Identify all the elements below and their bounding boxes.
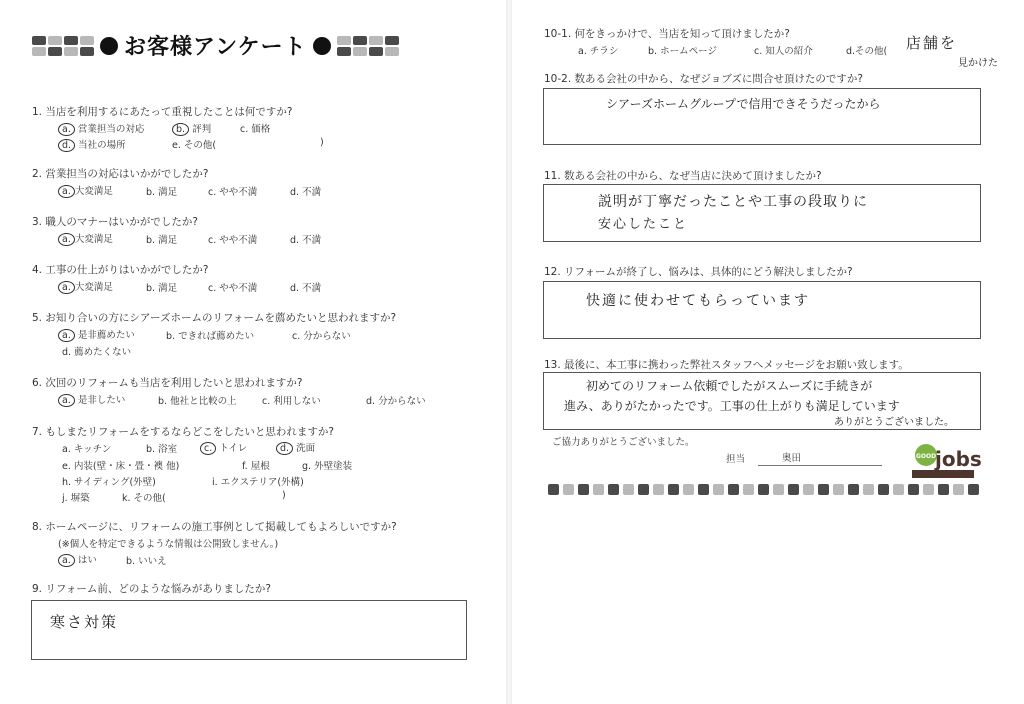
- q7-option-k-close: ): [282, 490, 286, 501]
- title-row: [32, 30, 399, 61]
- q2-option-a[interactable]: a. 大変満足: [58, 183, 113, 198]
- q11-answer-line-1: 説明が丁寧だったことや工事の段取りに: [598, 194, 868, 210]
- footer-square: [818, 484, 829, 495]
- thanks-text: ご協力ありがとうございました。: [552, 437, 695, 448]
- footer-square: [938, 484, 949, 495]
- question-4: 4. 工事の仕上がりはいかがでしたか?: [32, 264, 209, 276]
- q1-option-e[interactable]: e. その他(: [172, 140, 217, 151]
- footer-square: [653, 484, 664, 495]
- decor-square: [369, 47, 383, 56]
- q8-option-a[interactable]: a. はい: [58, 552, 97, 567]
- footer-square: [743, 484, 754, 495]
- q3-option-b[interactable]: b. 満足: [146, 235, 178, 246]
- q1-option-b[interactable]: b. 評判: [172, 121, 211, 136]
- q3-option-c[interactable]: c. やや不満: [208, 235, 258, 246]
- q5-option-b[interactable]: b. できれば薦めたい: [166, 331, 255, 342]
- q6-option-c[interactable]: c. 利用しない: [262, 396, 321, 407]
- q7-option-j[interactable]: j. 塀築: [62, 493, 90, 504]
- decor-square: [80, 47, 94, 56]
- q7-option-f[interactable]: f. 屋根: [242, 461, 270, 472]
- decor-square: [48, 47, 62, 56]
- footer-square: [923, 484, 934, 495]
- q10-2-answer: シアーズホームグループで信用できそうだったから: [606, 97, 881, 111]
- q7-option-h[interactable]: h. サイディング(外壁): [62, 477, 156, 488]
- decor-square: [385, 47, 399, 56]
- footer-square: [803, 484, 814, 495]
- footer-square: [593, 484, 604, 495]
- q7-option-c[interactable]: c. トイレ: [200, 440, 247, 455]
- q2-option-c[interactable]: c. やや不満: [208, 187, 258, 198]
- decor-square: [32, 36, 46, 45]
- left-page: [0, 0, 508, 704]
- decor-square: [48, 36, 62, 45]
- decor-square: [337, 47, 351, 56]
- q10-1-option-d[interactable]: d.その他(: [846, 46, 888, 57]
- q6-option-b[interactable]: b. 他社と比較の上: [158, 396, 237, 407]
- footer-square: [713, 484, 724, 495]
- decor-square: [32, 47, 46, 56]
- question-8: 8. ホームページに、リフォームの施工事例として掲載してもよろしいですか?: [32, 521, 397, 533]
- q12-answer: 快適に使わせてもらっています: [586, 293, 810, 309]
- q1-option-c[interactable]: c. 価格: [240, 124, 271, 135]
- question-9: 9. リフォーム前、どのような悩みがありましたか?: [32, 583, 271, 595]
- q7-option-a[interactable]: a. キッチン: [62, 444, 112, 455]
- q11-answer-box[interactable]: [543, 184, 981, 242]
- footer-square: [953, 484, 964, 495]
- decor-square: [369, 36, 383, 45]
- q1-option-d[interactable]: d. 当社の場所: [58, 137, 126, 152]
- q4-option-c[interactable]: c. やや不満: [208, 283, 258, 294]
- footer-square: [668, 484, 679, 495]
- q7-option-d[interactable]: d. 洗面: [276, 440, 315, 455]
- q7-option-e[interactable]: e. 内装(壁・床・畳・襖 他): [62, 461, 180, 472]
- jobs-logo-icon: [912, 440, 982, 478]
- q6-option-d[interactable]: d. 分からない: [366, 396, 426, 407]
- question-1: 1. 当店を利用するにあたって重視したことは何ですか?: [32, 106, 293, 118]
- staff-name: 奥田: [782, 453, 802, 464]
- bullet-dot-icon: [100, 37, 118, 55]
- q9-answer: 寒さ対策: [50, 613, 119, 631]
- footer-square: [608, 484, 619, 495]
- question-10-1: 10-1. 何をきっかけで、当店を知って頂けましたか?: [544, 28, 790, 40]
- q13-answer-line-3: ありがとうございました。: [834, 417, 954, 428]
- decor-square: [80, 36, 94, 45]
- staff-label: 担当: [726, 454, 746, 465]
- title-squares-left: [32, 36, 94, 56]
- q5-option-c[interactable]: c. 分からない: [292, 331, 351, 342]
- logo-badge: GOOD: [915, 453, 937, 460]
- q7-option-b[interactable]: b. 浴室: [146, 444, 178, 455]
- footer-square: [698, 484, 709, 495]
- q6-option-a[interactable]: a. 是非したい: [58, 392, 125, 407]
- q10-1-other-answer-2: 見かけた: [958, 58, 998, 69]
- q5-option-a[interactable]: a. 是非薦めたい: [58, 327, 135, 342]
- q10-1-option-c[interactable]: c. 知人の紹介: [754, 46, 813, 57]
- decor-square: [353, 36, 367, 45]
- q8-option-b[interactable]: b. いいえ: [126, 556, 167, 567]
- footer-square: [683, 484, 694, 495]
- footer-square: [728, 484, 739, 495]
- footer-square: [563, 484, 574, 495]
- staff-underline: [758, 465, 882, 466]
- q8-note: (※個人を特定できるような情報は公開致しません。): [58, 539, 279, 550]
- jobs-logo: [912, 440, 982, 478]
- q4-option-a[interactable]: a. 大変満足: [58, 279, 113, 294]
- q13-answer-line-1: 初めてのリフォーム依頼でしたがスムーズに手続きが: [586, 379, 873, 393]
- question-13: 13. 最後に、本工事に携わった弊社スタッフへメッセージをお願い致します。: [544, 359, 909, 371]
- q10-2-answer-box[interactable]: [543, 88, 981, 145]
- question-10-2: 10-2. 数ある会社の中から、なぜジョブズに問合せ頂けたのですか?: [544, 73, 863, 85]
- logo-text: jobs: [935, 447, 982, 471]
- question-11: 11. 数ある会社の中から、なぜ当店に決めて頂けましたか?: [544, 170, 822, 182]
- question-6: 6. 次回のリフォームも当店を利用したいと思われますか?: [32, 377, 303, 389]
- q10-1-other-answer-1: 店舗を: [906, 34, 958, 52]
- q13-answer-line-2: 進み、ありがたかったです。工事の仕上がりも満足しています: [564, 399, 900, 413]
- footer-square: [848, 484, 859, 495]
- question-3: 3. 職人のマナーはいかがでしたか?: [32, 216, 198, 228]
- footer-square: [863, 484, 874, 495]
- footer-square: [968, 484, 979, 495]
- footer-square: [878, 484, 889, 495]
- decor-square: [64, 47, 78, 56]
- q12-answer-box[interactable]: [543, 281, 981, 339]
- q7-option-i[interactable]: i. エクステリア(外構): [212, 477, 304, 488]
- q13-answer-box[interactable]: [543, 372, 981, 430]
- footer-square: [638, 484, 649, 495]
- q4-option-b[interactable]: b. 満足: [146, 283, 178, 294]
- q1-option-a[interactable]: a. 営業担当の対応: [58, 121, 144, 136]
- footer-square: [578, 484, 589, 495]
- footer-square: [758, 484, 769, 495]
- question-7: 7. もしまたリフォームをするならどこをしたいと思われますか?: [32, 426, 334, 438]
- footer-square: [788, 484, 799, 495]
- footer-square: [893, 484, 904, 495]
- footer-squares: [548, 484, 979, 495]
- question-2: 2. 営業担当の対応はいかがでしたか?: [32, 168, 209, 180]
- q9-answer-box[interactable]: [31, 600, 467, 660]
- decor-square: [385, 36, 399, 45]
- q10-1-option-b[interactable]: b. ホームページ: [648, 46, 717, 57]
- q2-option-b[interactable]: b. 満足: [146, 187, 178, 198]
- decor-square: [337, 36, 351, 45]
- footer-square: [773, 484, 784, 495]
- footer-square: [908, 484, 919, 495]
- q10-1-option-a[interactable]: a. チラシ: [578, 46, 619, 57]
- q5-option-d[interactable]: d. 薦めたくない: [62, 347, 132, 358]
- q7-option-g[interactable]: g. 外壁塗装: [302, 461, 353, 472]
- q3-option-a[interactable]: a. 大変満足: [58, 231, 113, 246]
- title-squares-right: [337, 36, 399, 56]
- footer-square: [623, 484, 634, 495]
- question-5: 5. お知り合いの方にシアーズホームのリフォームを薦めたいと思われますか?: [32, 312, 397, 324]
- q3-option-d[interactable]: d. 不満: [290, 235, 322, 246]
- question-12: 12. リフォームが終了し、悩みは、具体的にどう解決しましたか?: [544, 266, 853, 278]
- q7-option-k[interactable]: k. その他(: [122, 493, 166, 504]
- right-page: [512, 0, 1024, 704]
- q1-option-e-close: ): [320, 137, 324, 148]
- decor-square: [353, 47, 367, 56]
- footer-square: [833, 484, 844, 495]
- footer-square: [548, 484, 559, 495]
- decor-square: [64, 36, 78, 45]
- q4-option-d[interactable]: d. 不満: [290, 283, 322, 294]
- q2-option-d[interactable]: d. 不満: [290, 187, 322, 198]
- q11-answer-line-2: 安心したこと: [598, 217, 689, 232]
- page-title: お客様アンケート: [124, 35, 307, 60]
- bullet-dot-icon: [313, 37, 331, 55]
